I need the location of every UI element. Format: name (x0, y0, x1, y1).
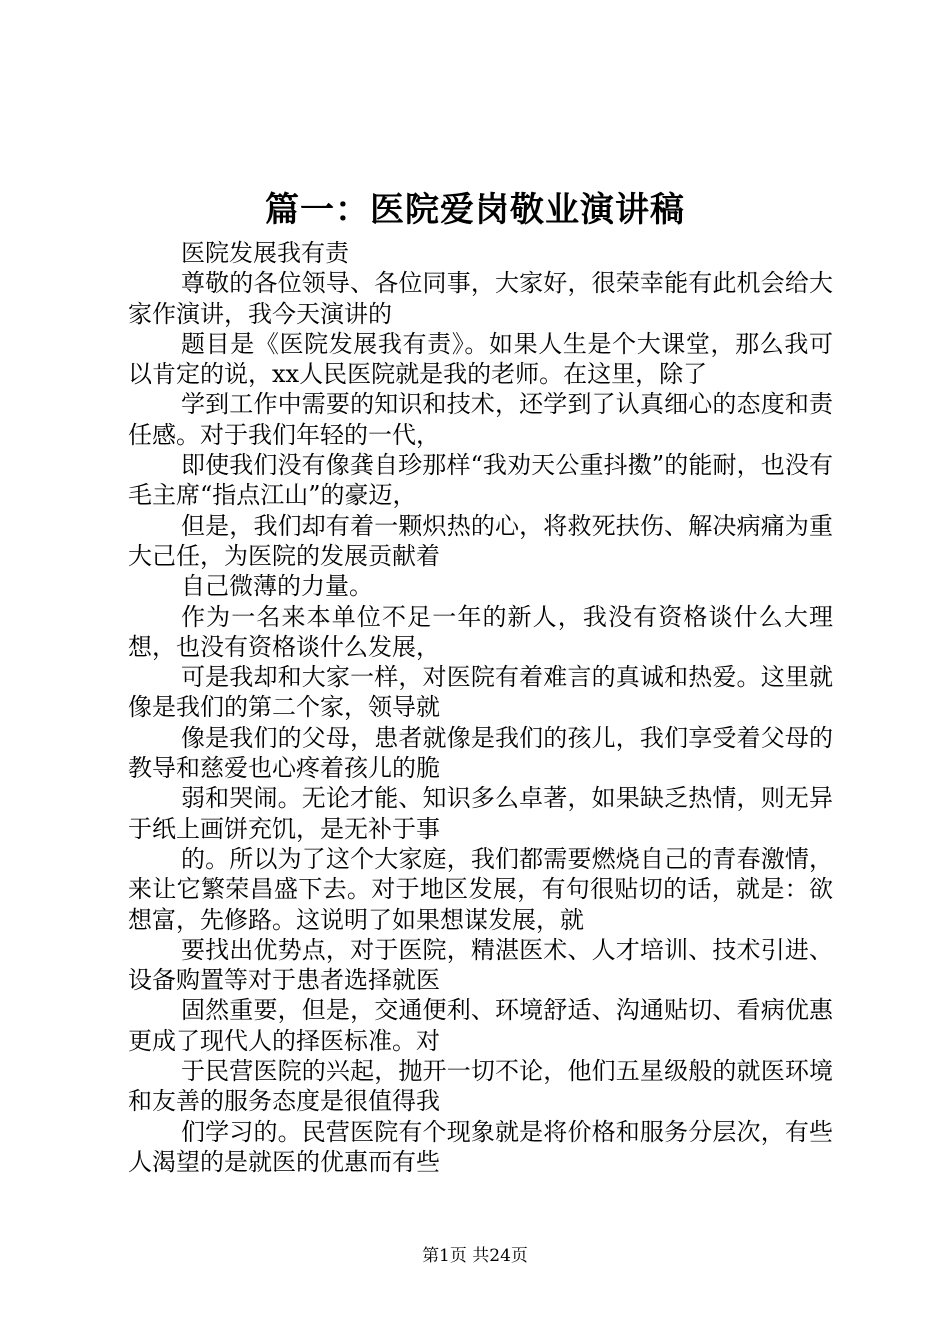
paragraph: 学到工作中需要的知识和技术，还学到了认真细心的态度和责任感。对于我们年轻的一代， (128, 390, 833, 449)
paragraph: 但是，我们却有着一颗炽热的心，将救死扶伤、解决病痛为重大己任，为医院的发展贡献着 (128, 511, 833, 570)
document-body (128, 238, 833, 1177)
paragraph: 自己微薄的力量。 (181, 572, 373, 601)
paragraph: 像是我们的父母，患者就像是我们的孩儿，我们享受着父母的教导和慈爱也心疼着孩儿的脆 (128, 723, 833, 783)
paragraph: 可是我却和大家一样，对医院有着难言的真诚和热爱。这里就像是我们的第二个家，领导就 (128, 663, 833, 722)
paragraph: 固然重要，但是，交通便利、环境舒适、沟通贴切、看病优惠更成了现代人的择医标准。对 (128, 996, 833, 1055)
paragraph: 要找出优势点，对于医院，精湛医术、人才培训、技术引进、设备购置等对于患者选择就医 (128, 935, 833, 995)
paragraph: 弱和哭闹。无论才能、知识多么卓著，如果缺乏热情，则无异于纸上画饼充饥，是无补于事 (128, 784, 833, 843)
page-number-footer: 第1页 共24页 (422, 1246, 528, 1266)
document-title: 篇一：医院爱岗敬业演讲稿 (265, 190, 685, 230)
paragraph: 于民营医院的兴起，抛开一切不论，他们五星级般的就医环境和友善的服务态度是很值得我 (128, 1057, 833, 1116)
paragraph: 即使我们没有像龚自珍那样“我劝天公重抖擞”的能耐，也没有毛主席“指点江山”的豪迈， (128, 451, 833, 510)
paragraph: 们学习的。民营医院有个现象就是将价格和服务分层次，有些人渴望的是就医的优惠而有些 (128, 1117, 833, 1176)
paragraph: 尊敬的各位领导、各位同事，大家好，很荣幸能有此机会给大家作演讲，我今天演讲的 (128, 269, 833, 328)
paragraph: 题目是《医院发展我有责》。如果人生是个大课堂，那么我可以肯定的说，xx人民医院就是我的老师。在这里，除了 (128, 329, 833, 389)
paragraph: 作为一名来本单位不足一年的新人，我没有资格谈什么大理想，也没有资格谈什么发展， (128, 602, 833, 661)
paragraph: 医院发展我有责 (181, 239, 349, 267)
paragraph: 的。所以为了这个大家庭，我们都需要燃烧自己的青春激情，来让它繁荣昌盛下去。对于地区发展，有句很贴切的话，就是：欲想富，先修路。这说明了如果想谋发展，就 (128, 844, 833, 934)
